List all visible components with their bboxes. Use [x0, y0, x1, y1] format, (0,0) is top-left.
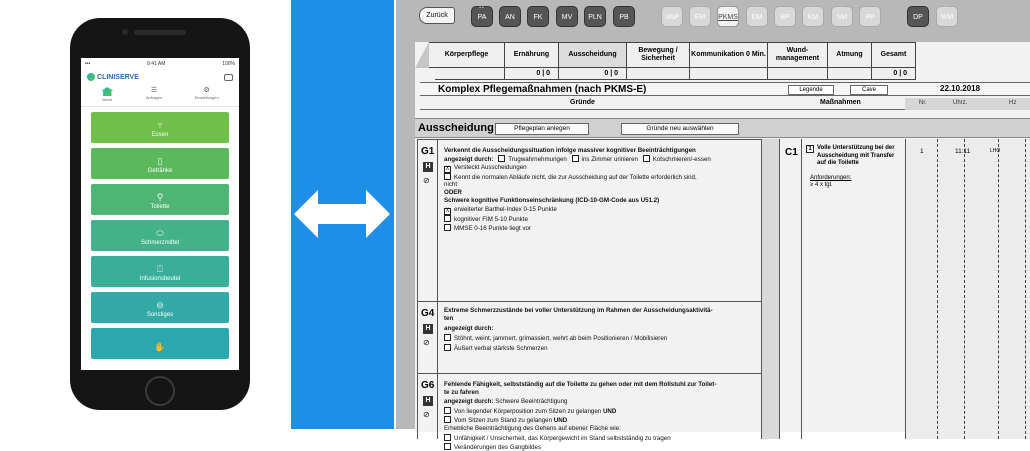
g4-option: Stöhnt, weint, jammert, grimassiert, wehrt ab beim Positionieren / Mobilisieren	[444, 334, 667, 342]
module-button-label: PP	[865, 14, 875, 21]
score-row	[435, 68, 916, 80]
house-icon	[101, 87, 113, 96]
g4-text: Extreme Schmerzzustände bei voller Unterstützung im Rahmen der Ausscheidungsaktivitä-	[444, 307, 713, 314]
g6-text: Fehlende Fähigkeit, selbstständig auf die Toilette zu gehen oder mit dem Rollstuhl zur Toilet-	[444, 381, 717, 388]
tab-6[interactable]: Wund-management	[768, 42, 828, 68]
tile-essen[interactable]	[91, 112, 229, 143]
module-button-label: DM	[751, 14, 763, 21]
module-button-label: PKMS	[718, 14, 738, 21]
nav-label: Menü	[102, 97, 113, 102]
entry-nr[interactable]: 1	[920, 148, 924, 155]
g6-text: te zu fahren	[444, 389, 479, 396]
g6-option: Vom Sitzen zum Stand zu gelangen UND	[444, 416, 567, 424]
drink-icon: ▯	[157, 156, 163, 166]
tab-7[interactable]: Atmung	[828, 42, 872, 68]
status-dots-icon: ••	[839, 5, 845, 11]
tile-schmerzmittel[interactable]	[91, 220, 229, 251]
module-button-label: VAP	[665, 14, 679, 21]
checkbox[interactable]	[444, 416, 451, 423]
reason-code-g1: G1	[421, 146, 435, 157]
g6-option: Unfähigkeit / Unsicherheit, das Körpergewicht im Stand selbstständig zu tragen	[444, 434, 671, 442]
g1-indicator-row: angezeigt durch: Trugwahrnehmungen ins Zimmer urinieren Kotschmieren/-essen	[444, 156, 711, 163]
nav-item-requests[interactable]	[146, 87, 162, 102]
status-dots-icon: ••	[479, 5, 485, 11]
tab-corner	[415, 42, 429, 68]
g6-text: Erhebliche Beeinträchtigung des Gehens auf ebener Fläche wie:	[444, 425, 621, 432]
module-button-km[interactable]	[802, 6, 824, 27]
module-button-label: KM	[807, 14, 819, 21]
nav-item-menu[interactable]	[101, 87, 113, 102]
module-button-label: SM	[836, 14, 848, 21]
status-dots-icon: ••	[754, 5, 760, 11]
nav-label: Anfragen	[145, 95, 163, 100]
tile-label: Toilette	[150, 204, 170, 210]
module-button-label: PLN	[588, 14, 602, 21]
module-button-an[interactable]	[499, 6, 521, 27]
g1-text: Verkennt die Ausscheidungssituation infolge massiver kognitiver Beeinträchtigungen	[444, 147, 696, 154]
module-toolbar	[396, 0, 1030, 38]
col-uhrz: Uhrz.	[953, 100, 968, 106]
section-header	[415, 118, 1030, 138]
checkbox[interactable]	[444, 224, 451, 231]
brand-row	[81, 69, 239, 85]
reason-code-g4: G4	[421, 308, 435, 319]
chat-icon[interactable]	[224, 74, 233, 81]
g1-option: Kennt die normalen Abläufe nicht, die zur Ausscheidung auf der Toilette erforderlich sind,	[444, 173, 697, 181]
checkbox[interactable]	[444, 434, 451, 441]
status-bar	[81, 58, 239, 69]
hidden-eye-icon: ⊘	[423, 176, 430, 185]
measure-c1-text: 1 Volle Unterstützung bei der Ausscheidung mit Transfer auf die Toilette	[806, 145, 895, 168]
document-titlebar	[420, 82, 1030, 96]
g6-option: Veränderungen des Gangbildes	[444, 443, 541, 451]
list-icon: ☰	[150, 87, 158, 94]
thumb-icon: ✋	[154, 342, 166, 352]
col-massnahmen: Maßnahmen	[820, 99, 861, 106]
reasons-measures-grid	[415, 139, 1030, 451]
tab-5[interactable]: Kommunikation 0 Min.	[690, 42, 768, 68]
legend-button[interactable]: Legende	[788, 85, 834, 95]
tab-score: 0 | 0	[559, 68, 627, 80]
tab-score	[627, 68, 690, 80]
h-badge-icon: H	[423, 396, 433, 406]
g1-option: kognitiver FIM 5-10 Punkte	[444, 215, 528, 223]
col-nr: Nr.	[919, 100, 927, 106]
tab-8[interactable]: Gesamt	[872, 42, 916, 68]
checkbox-checked[interactable]: X	[445, 166, 450, 172]
checkbox[interactable]	[444, 443, 451, 450]
phone-screen	[81, 58, 239, 370]
battery-indicator: 100%	[222, 60, 235, 67]
cliniserve-logo	[87, 73, 139, 81]
speaker	[134, 30, 186, 35]
status-dots-icon: ••	[944, 5, 950, 11]
module-button-sm[interactable]	[831, 6, 853, 27]
separator-column	[761, 139, 779, 439]
entry-time[interactable]: 11:11	[955, 148, 971, 155]
toilet-icon: ⚲	[156, 192, 164, 202]
camera	[122, 29, 128, 35]
checkbox[interactable]	[643, 155, 650, 162]
tab-score	[435, 68, 505, 80]
g1-text: ODER	[444, 189, 462, 196]
tab-1[interactable]: Körperpflege	[429, 42, 505, 68]
module-button-pln[interactable]	[584, 6, 606, 27]
module-button-label: BP	[780, 14, 790, 21]
category-tabs	[415, 42, 916, 68]
cave-button[interactable]: Cave	[850, 85, 888, 95]
back-button[interactable]: Zurück	[419, 7, 455, 24]
time-area	[905, 139, 1030, 439]
tab-3[interactable]: Ausscheidung	[559, 42, 627, 68]
col-gruende: Gründe	[570, 99, 595, 106]
home-button[interactable]	[145, 376, 175, 406]
status-dots-icon: ••	[697, 5, 703, 11]
checkbox[interactable]	[498, 155, 505, 162]
brand-name: CLINISERVE	[97, 73, 139, 81]
tab-2[interactable]: Ernährung	[505, 42, 559, 68]
tab-score	[768, 68, 828, 80]
module-button-pkms[interactable]	[717, 6, 739, 27]
module-button-label: MV	[561, 14, 573, 21]
nav-item-settings[interactable]	[195, 87, 219, 102]
tile-toilette[interactable]	[91, 184, 229, 215]
pkms-application	[396, 0, 1030, 451]
g1-option: X erweiterter Barthel-Index 0-15 Punkte	[445, 206, 557, 214]
phone-nav	[81, 85, 239, 107]
section-title: Ausscheidung	[418, 122, 494, 134]
module-button-pb[interactable]	[613, 6, 635, 27]
gear-icon: ⚙	[203, 87, 210, 94]
request-tiles	[81, 107, 239, 359]
module-button-wm[interactable]	[936, 6, 958, 27]
hidden-eye-icon: ⊘	[423, 338, 430, 347]
food-icon: ⑂	[157, 120, 163, 130]
module-button-label: PB	[619, 14, 629, 21]
measure-c1-requirements: Anforderungen: ≥ 4 x tgl.	[810, 175, 852, 189]
g1-option: MMSE 0-16 Punkte liegt vor	[444, 224, 531, 232]
tile-label: Schmerzmittel	[140, 240, 179, 246]
infusion-icon: ⍞	[157, 264, 163, 274]
module-button-dm[interactable]	[746, 6, 768, 27]
tile-getraenke[interactable]	[91, 148, 229, 179]
checkbox[interactable]	[444, 407, 451, 414]
checkbox[interactable]	[444, 344, 451, 351]
pkms-document	[415, 42, 1030, 451]
checkbox[interactable]	[444, 173, 451, 180]
create-care-plan-button[interactable]: Pflegeplan anlegen	[495, 123, 589, 135]
time-column-headers	[905, 98, 1030, 110]
tile-label: Getränke	[147, 168, 173, 174]
tile-label: Sonstiges	[146, 312, 174, 318]
module-button-fk[interactable]	[527, 6, 549, 27]
tab-score	[690, 68, 768, 80]
smartphone-mockup	[70, 18, 250, 410]
double-arrow-icon	[292, 186, 392, 242]
g1-option: X Versteckt Ausscheidungen	[445, 164, 527, 172]
checkbox-checked[interactable]: X	[445, 208, 450, 214]
g4-text: ten	[444, 315, 454, 322]
checkbox[interactable]	[572, 155, 579, 162]
more-icon: ⊖	[156, 300, 164, 310]
tile-label: Infusionsbeutel	[139, 276, 181, 282]
signal-indicator: •••	[85, 60, 91, 67]
tile-label: Essen	[151, 132, 169, 138]
tile-feedback[interactable]	[91, 328, 229, 359]
module-button-label: FK	[533, 14, 543, 21]
h-badge-icon: H	[423, 162, 433, 172]
module-button-em[interactable]	[689, 6, 711, 27]
module-button-label: WM	[940, 14, 954, 21]
g1-text: nicht	[444, 181, 458, 188]
checkbox[interactable]	[444, 215, 451, 222]
g4-text: angezeigt durch:	[444, 325, 494, 332]
module-button-label: AN	[505, 14, 515, 21]
measure-number-box: 1	[806, 145, 814, 153]
entry-hz[interactable]: LHO	[990, 148, 1001, 154]
col-hz: Hz	[1009, 100, 1017, 106]
module-button-pp[interactable]	[859, 6, 881, 27]
document-date: 22.10.2018	[940, 84, 981, 93]
module-button-label: DP	[913, 14, 923, 21]
tab-score	[828, 68, 872, 80]
h-badge-icon: H	[423, 324, 433, 334]
g1-text: Schwere kognitive Funktionseinschränkung (ICD-10-GM-Code aus U51.2)	[444, 197, 660, 204]
checkbox[interactable]	[444, 334, 451, 341]
nav-label: Einstellungen	[194, 95, 219, 100]
tile-infusionsbeutel[interactable]	[91, 256, 229, 287]
tab-4[interactable]: Bewegung / Sicherheit	[627, 42, 690, 68]
tab-score: 0 | 0	[505, 68, 559, 80]
module-button-label: PA	[477, 14, 487, 21]
module-button-bp[interactable]	[774, 6, 796, 27]
tab-score: 0 | 0	[872, 68, 916, 80]
logo-mark-icon	[87, 73, 95, 81]
module-button-vap[interactable]	[661, 6, 683, 27]
reselect-reasons-button[interactable]: Gründe neu auswählen	[621, 123, 739, 135]
module-button-label: EM	[694, 14, 706, 21]
tile-sonstiges[interactable]	[91, 292, 229, 323]
module-button-mv[interactable]	[556, 6, 578, 27]
g4-option: Äußert verbal stärkste Schmerzen	[444, 344, 548, 352]
g6-text: angezeigt durch: Schwere Beeinträchtigung	[444, 398, 568, 405]
module-button-dp[interactable]	[907, 6, 929, 27]
module-button-pa[interactable]	[471, 6, 493, 27]
measure-code-c1: C1	[785, 147, 798, 158]
document-title: Komplex Pflegemaßnahmen (nach PKMS-E)	[438, 84, 647, 95]
clock: 9:41 AM	[147, 60, 166, 67]
hidden-eye-icon: ⊘	[423, 410, 430, 419]
reason-code-g6: G6	[421, 380, 435, 391]
pill-icon: ⬭	[156, 228, 164, 238]
g6-option: Von liegender Körperposition zum Sitzen zu gelangen UND	[444, 407, 616, 415]
status-dots-icon: ••	[810, 5, 816, 11]
